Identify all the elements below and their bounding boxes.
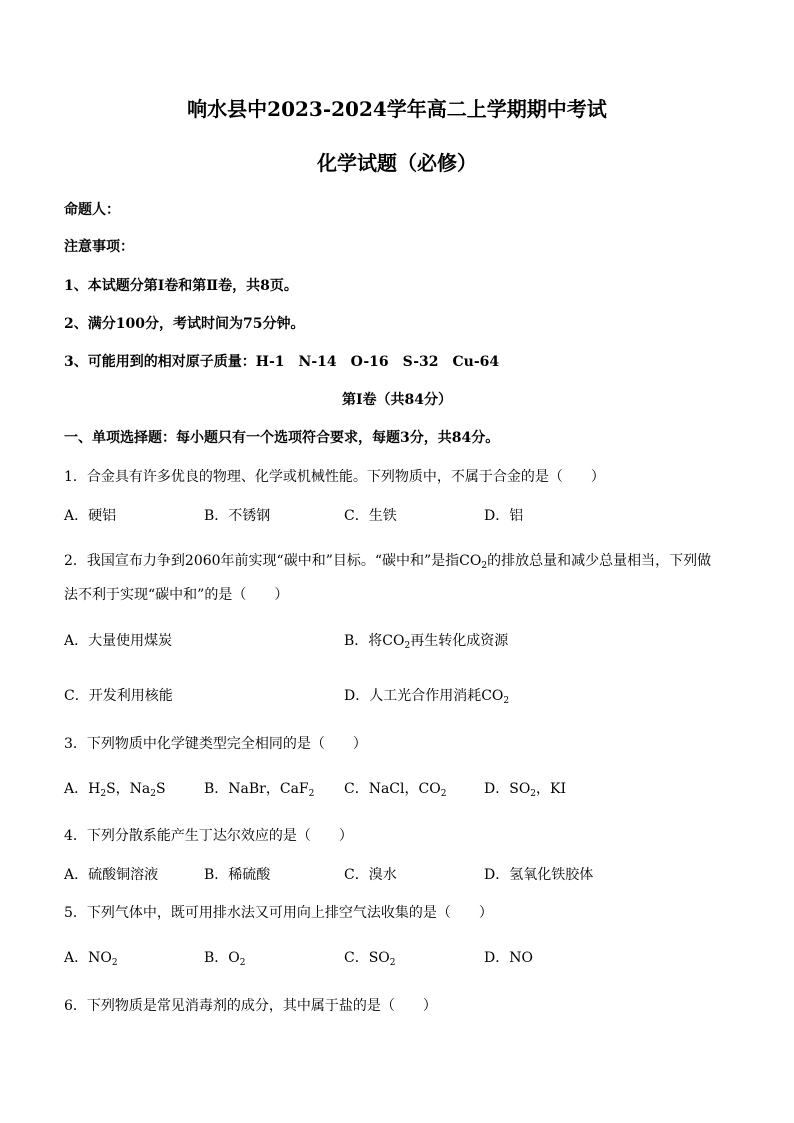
option-d — [344, 686, 509, 706]
option-c — [64, 686, 173, 706]
option-text: B．NaBr，CaF — [204, 781, 309, 797]
subscript: 2 — [100, 789, 107, 799]
part-heading: 一、单项选择题：每小题只有一个选项符合要求，每题3分，共84分。 — [64, 430, 500, 446]
option-c: C．溴水 — [344, 867, 397, 883]
option-a — [64, 631, 172, 651]
option-text: C．NaCl，CO — [344, 781, 441, 797]
option-text: B．将CO — [344, 633, 405, 649]
subscript: 2 — [150, 789, 156, 799]
exam-title: 响水县中2023-2024学年高二上学期期中考试 — [187, 97, 607, 121]
option-b — [204, 779, 314, 799]
subscript: 2 — [389, 958, 396, 968]
option-b — [204, 948, 246, 968]
option-text: D．NO — [484, 950, 533, 966]
question-stem: 5．下列气体中，既可用排水法又可用向上排空气法收集的是（ ） — [64, 905, 493, 921]
option-c: C．生铁 — [344, 508, 397, 524]
subscript: 2 — [503, 696, 510, 706]
stem-text: 2．我国宣布力争到2060年前实现“碳中和”目标。“碳中和”是指CO — [64, 553, 482, 569]
option-a — [64, 948, 118, 968]
question-stem-continued: 法不利于实现“碳中和”的是（ ） — [64, 587, 289, 603]
stem-text: 的排放总量和减少总量相当，下列做 — [487, 553, 712, 569]
option-text: S — [155, 781, 166, 797]
subscript: 2 — [239, 958, 246, 968]
exam-subtitle: 化学试题（必修） — [317, 151, 477, 175]
subscript: 2 — [530, 789, 537, 799]
subscript: 2 — [481, 561, 488, 571]
subscript: 2 — [440, 789, 447, 799]
question-stem: 4．下列分散系能产生丁达尔效应的是（ ） — [64, 828, 353, 844]
option-text: A．NO — [64, 950, 112, 966]
option-a: A．硫酸铜溶液 — [64, 867, 159, 883]
question-stem: 6．下列物质是常见消毒剂的成分，其中属于盐的是（ ） — [64, 998, 437, 1014]
option-a — [64, 779, 166, 799]
option-d: D．铝 — [484, 508, 524, 524]
notice-item: 2、满分100分，考试时间为75分钟。 — [64, 316, 305, 332]
option-b: B．不锈钢 — [204, 508, 271, 524]
notice-item: 1、本试题分第Ⅰ卷和第Ⅱ卷，共8页。 — [64, 278, 298, 294]
option-c — [344, 948, 396, 968]
question-stem: 3．下列物质中化学键类型完全相同的是（ ） — [64, 736, 367, 752]
option-text: 再生转化成资源 — [410, 633, 509, 649]
option-d: D．氢氧化铁胶体 — [484, 867, 594, 883]
option-text: S，Na — [106, 781, 151, 797]
option-text: C．开发利用核能 — [64, 688, 173, 704]
option-text: C．SO — [344, 950, 390, 966]
subscript: 2 — [404, 641, 411, 651]
option-text: ，KI — [536, 781, 567, 797]
question-stem — [64, 551, 711, 571]
author-label: 命题人： — [64, 202, 120, 218]
notice-item: 3、可能用到的相对原子质量：H-1 N-14 O-16 S-32 Cu-64 — [64, 354, 500, 370]
section-heading: 第Ⅰ卷（共84分） — [341, 392, 453, 408]
subscript: 2 — [111, 958, 118, 968]
option-b — [344, 631, 508, 651]
question-stem: 1．合金具有许多优良的物理、化学或机械性能。下列物质中，不属于合金的是（ ） — [64, 469, 605, 485]
subscript: 2 — [308, 789, 315, 799]
option-d — [484, 948, 533, 968]
option-text: D．人工光合作用消耗CO — [344, 688, 504, 704]
option-b: B．稀硫酸 — [204, 867, 271, 883]
option-text: A．H — [64, 781, 101, 797]
option-text: D．SO — [484, 781, 531, 797]
notice-label: 注意事项： — [64, 239, 134, 255]
option-text: B．O — [204, 950, 240, 966]
option-c — [344, 779, 446, 799]
option-text: A．大量使用煤炭 — [64, 633, 173, 649]
option-d — [484, 779, 566, 799]
option-a: A．硬铝 — [64, 508, 117, 524]
